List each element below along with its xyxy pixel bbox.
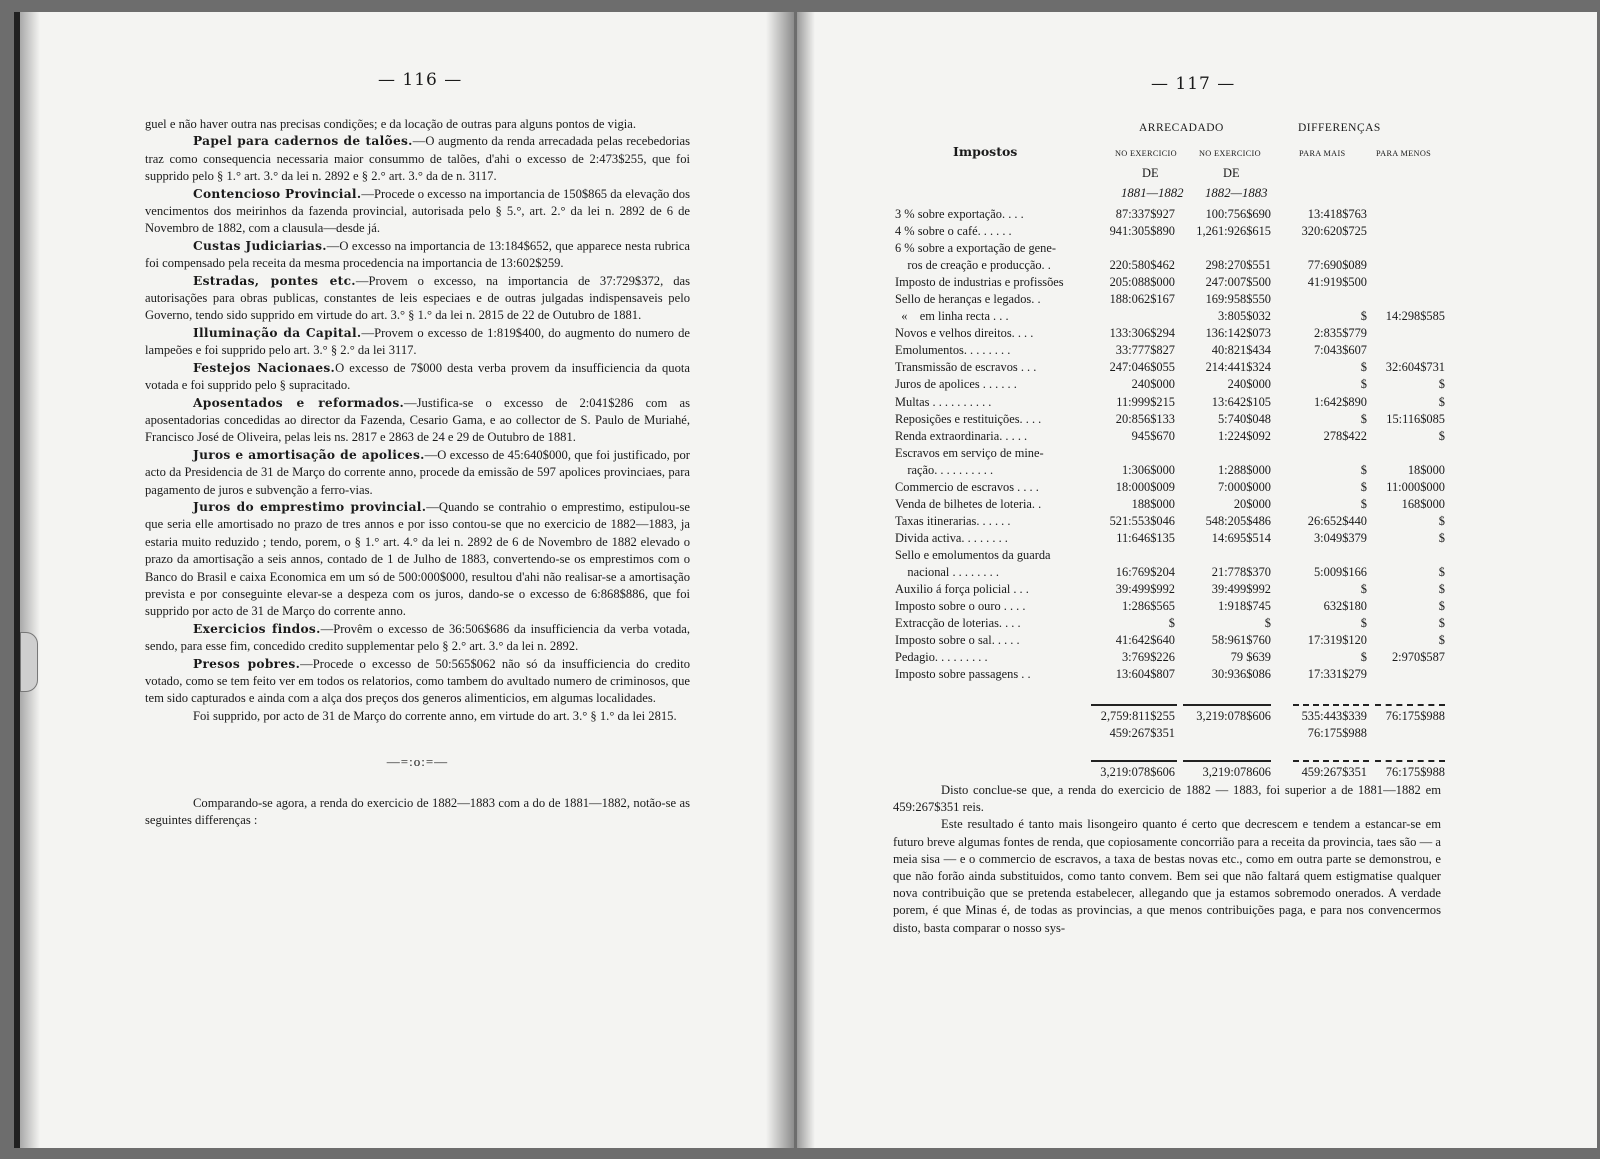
header-differencas: DIFFERENÇAS [1298,122,1381,134]
subtotal-b: 3,219:078$606 [1196,709,1271,723]
row-value-a: 18:000$009 [1115,479,1175,494]
rule [1293,704,1369,706]
table-row [895,257,1443,274]
row-value-c: 3:049$379 [1313,530,1367,545]
row-value-c: 320:620$725 [1301,224,1367,239]
table-row [895,581,1443,598]
row-value-b: 39:499$992 [1211,582,1271,597]
row-value-c: 632$180 [1323,599,1367,614]
paragraph-text: —Justifica-se o excesso de 2:041$286 com as aposentadorias concedidas ao director da Fazenda, Cesario Gama, e ao collector de S. Paulo de Muriahé, Francisco José de Oliveira, pelas leis ns. 2817 e 2863 de 24 e 29 de Outubro de 1881. [145,395,690,445]
row-value-c: $ [1360,309,1367,324]
row-value-d: 168$000 [1401,496,1445,511]
total-row [895,764,1443,781]
row-value-c: 17:331$279 [1307,667,1367,682]
row-value-a: 41:642$640 [1115,633,1175,648]
row-value-b: 40:821$434 [1211,343,1271,358]
right-page [797,12,1597,1148]
right-page-text [893,782,1441,937]
paragraph: Disto conclue-se que, a renda do exercicio de 1882 — 1883, foi superior a de 1881—1882 em 459:267$351 reis. [893,783,1441,815]
table-row [895,479,1443,496]
row-value-d: $ [1438,633,1445,648]
paragraph [145,116,690,133]
total-d: 76:175$988 [1385,765,1445,779]
rule [1293,760,1369,762]
row-label: Reposições e restituições. . . . [895,411,1042,426]
table-row [895,649,1443,666]
row-value-c: 2:835$779 [1313,326,1367,341]
subtotal-c: 535:443$339 [1301,709,1367,723]
row-value-d: $ [1438,530,1445,545]
row-label: Imposto de industrias e profissões [895,275,1064,290]
row-value-d: 2:970$587 [1391,650,1445,665]
paragraph-heading: Festejos Nacionaes. [193,360,336,375]
rule [1183,704,1271,706]
table-row [895,291,1443,308]
table-row [895,325,1443,342]
row-label: ração. . . . . . . . . . [895,462,994,477]
paragraph [145,395,690,447]
row-value-b: 14:695$514 [1211,530,1271,545]
row-value-a: 247:046$055 [1109,360,1175,375]
row-value-b: 298:270$551 [1205,258,1271,273]
rule [1183,760,1271,762]
paragraph: Este resultado é tanto mais lisongeiro quanto é certo que decrescem e tendem a estancar-se em futuro breve algumas fontes de renda, que copiosamente concorrião para a receita da provincia, taes são — a meia sisa — e o commercio de escravos, a taxa de bestas novas etc., como em outra parte se demonstrou, e que não forão ainda substituidos, como tanto convem. Bem sei que não faltará quem estigmatise qualquer nova contribuição que se pretenda estabelecer, allegando que ja estamos sobremodo onerados. A verdade porem, é que Minas é, de todas as provincias, a que menos contribuições paga, e para nos convencermos disto, basta comparar o nosso sys- [893,817,1441,935]
row-value-c: $ [1360,360,1367,375]
row-label: Auxilio á força policial . . . [895,582,1029,597]
left-page [14,12,794,1148]
row-label: Renda extraordinaria. . . . . [895,428,1028,443]
rule [1091,760,1177,762]
table-row [895,411,1443,428]
paragraph [145,656,690,708]
row-value-a: 1:286$565 [1121,599,1175,614]
row-value-a: 1:306$000 [1121,462,1175,477]
paragraph-heading: Aposentados e reformados. [193,395,405,410]
row-label: Divida activa. . . . . . . . [895,530,1008,545]
row-value-a: 188$000 [1131,496,1175,511]
row-value-c: 77:690$089 [1307,258,1367,273]
row-value-b: 7:000$000 [1217,479,1271,494]
row-value-c: 7:043$607 [1313,343,1367,358]
table-row [895,564,1443,581]
row-value-a: 13:604$807 [1115,667,1175,682]
row-value-a: 87:337$927 [1115,207,1175,221]
row-value-b: 136:142$073 [1205,326,1271,341]
row-value-b: 13:642$105 [1211,394,1271,409]
paragraph-heading: Estradas, pontes etc. [193,273,356,288]
header-exercicio-2: NO EXERCICIO [1199,149,1261,158]
row-value-c: 41:919$500 [1307,275,1367,290]
row-value-a: 133:306$294 [1109,326,1175,341]
row-label: Pedagio. . . . . . . . . [895,650,988,665]
row-value-a: 521:553$046 [1109,513,1175,528]
row-value-b: 1:918$745 [1217,599,1271,614]
section-ornament: —=:o:=— [386,754,449,770]
row-value-b: 20$000 [1233,496,1271,511]
row-label: 4 % sobre o café. . . . . . [895,224,1012,239]
paragraph-text: O excesso de 7$000 desta verba provem da insufficiencia da quota votada e foi supprido pelo § supracitado. [145,360,690,393]
row-value-b: 169:958$550 [1205,292,1271,307]
table-row [895,342,1443,359]
row-label: Venda de bilhetes de loteria. . [895,496,1042,511]
paragraph-heading: Contencioso Provincial. [193,186,362,201]
paragraph-text: —Provem o excesso de 1:819$400, do augmento do numero de lampeões e foi supprido pelo art. 3.° § 2.° da lei 3117. [145,325,690,358]
row-value-d: 11:000$000 [1386,479,1445,494]
row-label: Sello de heranças e legados. . [895,292,1041,307]
row-value-b: 1:224$092 [1217,428,1271,443]
paragraph [145,133,690,185]
row-value-c: 17:319$120 [1307,633,1367,648]
row-label: Imposto sobre o sal. . . . . [895,633,1020,648]
header-impostos: Impostos [953,144,1018,159]
row-value-a: 11:999$215 [1116,394,1175,409]
row-value-c: $ [1360,650,1367,665]
row-value-d: $ [1438,599,1445,614]
header-year-1: 1881—1882 [1121,186,1184,200]
table-row [895,462,1443,479]
row-value-a: 16:769$204 [1115,564,1175,579]
header-para-menos: PARA MENOS [1376,149,1432,158]
row-label: Imposto sobre passagens . . [895,667,1031,682]
row-label: Emolumentos. . . . . . . . [895,343,1011,358]
row-value-c: $ [1360,582,1367,597]
row-value-b: 58:961$760 [1211,633,1271,648]
subtotal-row [895,708,1443,725]
row-value-d: $ [1438,582,1445,597]
table-row [895,223,1443,240]
row-value-a: 220:580$462 [1109,258,1175,273]
row-value-b: 79 $639 [1230,650,1271,665]
table-row [895,308,1443,325]
row-label: 6 % sobre a exportação de gene- [895,241,1056,256]
row-value-a: 205:088$000 [1109,275,1175,290]
row-value-b: 548:205$486 [1205,513,1271,528]
row-value-d: $ [1438,616,1445,631]
difference-row [895,725,1443,742]
paragraph-heading: Juros e amortisação de apolices. [193,447,425,462]
row-value-b: 21:778$370 [1211,564,1271,579]
row-value-a: $ [1168,616,1175,631]
header-de-1: DE [1142,166,1159,180]
row-value-a: 941:305$890 [1109,224,1175,239]
row-value-c: 5:009$166 [1313,564,1367,579]
row-label: Commercio de escravos . . . . [895,479,1039,494]
table-row [895,445,1443,462]
row-value-a: 240$000 [1131,377,1175,392]
total-b: 3,219:078606 [1202,765,1271,779]
paragraph-heading: Custas Judiciarias. [193,238,327,253]
table-row [895,496,1443,513]
header-exercicio-1: NO EXERCICIO [1115,149,1177,158]
row-value-b: 30:936$086 [1211,667,1271,682]
paragraph [145,447,690,499]
paragraph-text: Foi supprido, por acto de 31 de Março do corrente anno, em virtude do art. 3.° § 1.° da lei 2815. [193,708,677,723]
paragraph-text: —O augmento da renda arrecadada pelas recebedorias traz como consequencia necessaria maior consummo de talões, d'ahi o excesso de 2:473$255, que foi supprido pelo § 1.° art. 3.° da lei n. 2892 e § 2.° art. 3.° da de n. 3117. [145,134,690,184]
table-row [895,666,1443,683]
table-row [895,632,1443,649]
row-value-b: 1:288$000 [1217,462,1271,477]
table-row [895,274,1443,291]
table-row [895,428,1443,445]
row-label: Transmissão de escravos . . . [895,360,1037,375]
row-value-d: $ [1438,377,1445,392]
row-value-b: 247:007$500 [1205,275,1271,290]
table-row [895,376,1443,393]
row-value-b: 240$000 [1227,377,1271,392]
row-label: nacional . . . . . . . . [895,564,999,579]
row-value-b: 100:756$690 [1205,207,1271,221]
paragraph-heading: Papel para cadernos de talões. [193,134,413,149]
row-value-d: $ [1438,513,1445,528]
row-value-b: $ [1264,616,1271,631]
row-value-c: 26:652$440 [1307,513,1367,528]
row-value-d: 15:116$085 [1386,411,1445,426]
row-value-c: $ [1360,462,1367,477]
row-value-d: 14:298$585 [1385,309,1445,324]
left-page-text [145,116,690,829]
row-label: Sello e emolumentos da guarda [895,547,1051,562]
paragraph-text: —Provem o excesso, na importancia de 37:729$372, das autorisações para obras publicas, constantes de leis especiaes e de outras julgadas indispensaveis pelo Governo, tendo sido supprido em virtude do art. 3.° § 1.° da lei n. 2815 de 22 de Outubro de 1881. [145,273,690,323]
closing-paragraph: Comparando-se agora, a renda do exercicio de 1882—1883 com a do de 1881—1882, notão-se as seguintes differenças : [145,795,690,828]
row-value-d: 18$000 [1407,462,1445,477]
paragraph [145,186,690,238]
row-value-a: 3:769$226 [1121,650,1175,665]
table-row [895,547,1443,564]
row-value-d: $ [1438,564,1445,579]
row-value-d: 32:604$731 [1385,360,1445,375]
gutter-shadow [766,12,794,1148]
paragraph [145,273,690,325]
row-label: Extracção de loterias. . . . [895,616,1021,631]
row-value-c: $ [1360,616,1367,631]
row-label: ros de creação e producção. . [895,258,1051,273]
row-label: « em linha recta . . . [895,309,1009,324]
row-value-c: $ [1360,377,1367,392]
header-arrecadado: ARRECADADO [1139,122,1224,134]
row-value-a: 20:856$133 [1115,411,1175,426]
total-a: 3,219:078$606 [1100,765,1175,779]
row-value-a: 11:646$135 [1116,530,1175,545]
header-para-mais: PARA MAIS [1299,149,1346,158]
row-label: Imposto sobre o ouro . . . . [895,599,1026,614]
page-number-right: — 117 — [1151,74,1236,94]
paragraph-text: guel e não haver outra nas precisas condições; e da locação de outras para alguns pontos de vigia. [145,117,636,131]
row-value-d: $ [1438,394,1445,409]
paragraph [145,708,690,725]
difference-a: 459:267$351 [1109,726,1175,740]
difference-c: 76:175$988 [1307,726,1367,740]
paragraph [145,360,690,395]
paragraph-heading: Presos pobres. [193,656,301,671]
paragraph-text: —Procede o excesso de 50:565$062 não só da insufficiencia do credito votado, como se tem feito ver em todos os relatorios, como tambem do avultado numero de criminosos, que tem sido capturados e ainda com a alça dos preços dos generos alimenticios, em algumas localidades. [145,656,691,706]
row-label: Taxas itinerarias. . . . . . [895,513,1011,528]
table-row [895,530,1443,547]
paragraph [145,499,690,621]
row-value-d: $ [1438,428,1445,443]
row-value-c: 13:418$763 [1307,207,1367,221]
row-label: 3 % sobre exportação. . . . [895,207,1024,221]
table-row [895,394,1443,411]
paragraph-heading: Illuminação da Capital. [193,325,362,340]
row-value-c: $ [1360,496,1367,511]
row-label: Novos e velhos direitos. . . . [895,326,1034,341]
row-value-c: 278$422 [1323,428,1367,443]
paragraph-heading: Exercicios findos. [193,621,321,636]
row-label: Multas . . . . . . . . . . [895,394,992,409]
row-value-b: 214:441$324 [1205,360,1271,375]
row-value-c: 1:642$890 [1313,394,1367,409]
gutter-shadow-right [797,12,815,1148]
row-value-c: $ [1360,411,1367,426]
header-de-2: DE [1223,166,1240,180]
table-body [895,206,1443,683]
total-c: 459:267$351 [1301,765,1367,779]
page-number-left: — 116 — [378,70,463,90]
row-value-c: $ [1360,479,1367,494]
row-value-b: 5:740$048 [1217,411,1271,426]
rule [1375,704,1445,706]
row-value-a: 39:499$992 [1115,582,1175,597]
paragraph-text: —Procede o excesso na importancia de 150$865 da elevação dos vencimentos dos meirinhos da fazenda provincial, autorisada pelo § 5.°, art. 2.° da lei n. 2892 de 6 de Novembro de 1882, com a clausula—desde já. [145,186,691,236]
row-label: Juros de apolices . . . . . . [895,377,1017,392]
rule [1091,704,1177,706]
paragraph-text: —O excesso de 45:640$000, que foi justificado, por acto da Presidencia de 31 de Março do corrente anno, procede da emissão de 597 apolices provinciaes, para pagamento de juros e subvenção a ferro-vias. [145,447,690,497]
table-row [895,359,1443,376]
row-value-b: 1,261:926$615 [1196,224,1271,239]
paragraph-text: —Provêm o excesso de 36:506$686 da insufficiencia da verba votada, sendo, para esse fim, concedido credito supplementar pelo § 2.° art. 3.° da lei n. 2892. [145,621,690,654]
row-value-a: 33:777$827 [1115,343,1175,358]
row-value-a: 945$670 [1131,428,1175,443]
row-label: Escravos em serviço de mine- [895,445,1044,460]
row-value-a: 188:062$167 [1109,292,1175,307]
table-row [895,240,1443,257]
paragraph [145,621,690,656]
binding-clip [20,632,38,692]
paragraph [145,325,690,360]
page-edge-shadow [20,12,40,1148]
subtotal-a: 2,759:811$255 [1100,709,1175,723]
paragraph-text: —Quando se contrahio o emprestimo, estipulou-se que seria elle amortisado no prazo de tres annos e por isso contou-se que no exercicio de 1882—1883, ja estaria muito reduzido ; tendo, porem, o § 1.° art. 4.° da lei n. 2892 de 6 de Novembro de 1882 elevado o prazo da amortisação a seis annos, contado de 1 de Julho de 1883, convertendo-se os emprestimos com o Banco do Brasil e caixa Economica em um só de 500:000$000, resultou d'ahi não realisar-se a amortisação prevista e por conseguinte elevar-se a despeza com os juros, dando-se o excesso de 6:868$886, que foi supprido por acto de 31 de Março do corrente anno. [145,499,690,619]
paragraph [145,238,690,273]
header-year-2: 1882—1883 [1205,186,1268,200]
paragraph-heading: Juros do emprestimo provincial. [193,499,427,514]
subtotal-d: 76:175$988 [1385,709,1445,723]
row-value-b: 3:805$032 [1217,309,1271,324]
table-row [895,615,1443,632]
rule [1375,760,1445,762]
table-row [895,598,1443,615]
table-row [895,513,1443,530]
paragraph-text: —O excesso na importancia de 13:184$652, que apparece nesta rubrica foi compensado pela receita da mesma procedencia na importancia de 13:602$259. [145,238,690,271]
table-row [895,206,1443,223]
